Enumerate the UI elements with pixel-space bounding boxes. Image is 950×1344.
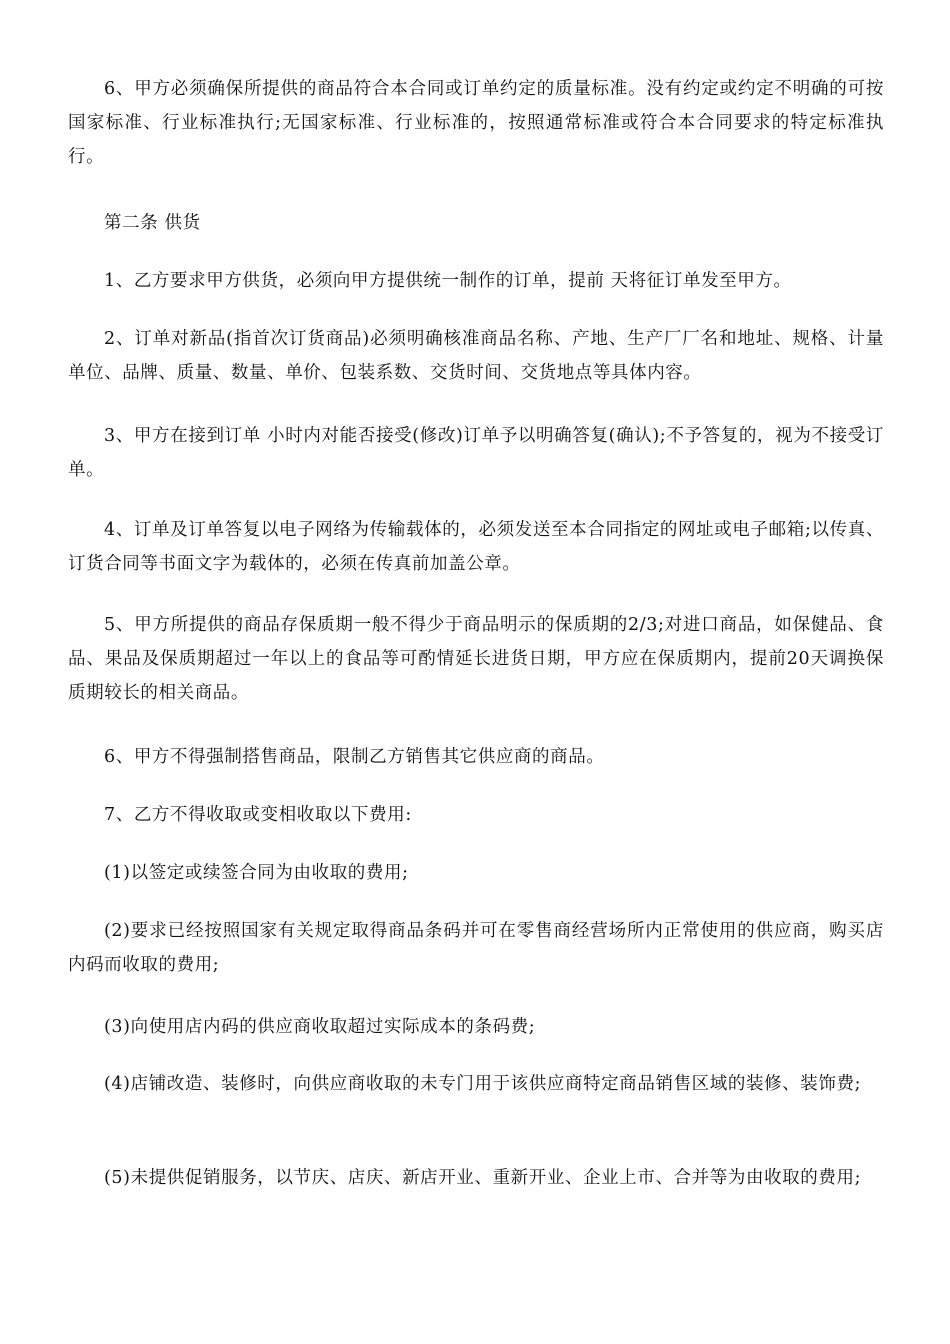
paragraph-shelf-life: 5、甲方所提供的商品存保质期一般不得少于商品明示的保质期的2/3;对进口商品，如保健品、食品、果品及保质期超过一年以上的食品等可酌情延长进货日期，甲方应在保质期内，提前20天调换保质期较长的相关商品。 xyxy=(68,615,884,703)
paragraph-order-submission: 1、乙方要求甲方供货，必须向甲方提供统一制作的订单，提前 天将征订单发至甲方。 xyxy=(104,271,792,291)
paragraph-new-product-order: 2、订单对新品(指首次订货商品)必须明确核准商品名称、产地、生产厂厂名和地址、规格、计量单位、品牌、质量、数量、单价、包装系数、交货时间、交货地点等具体内容。 xyxy=(68,329,884,383)
list-item-fee-4: (4)店铺改造、装修时，向供应商收取的未专门用于该供应商特定商品销售区域的装修、装饰费; xyxy=(104,1074,862,1094)
list-item-fee-1: (1)以签定或续签合同为由收取的费用; xyxy=(104,863,409,883)
paragraph-order-carrier: 4、订单及订单答复以电子网络为传输载体的，必须发送至本合同指定的网址或电子邮箱;以传真、订货合同等书面文字为载体的，必须在传真前加盖公章。 xyxy=(68,520,884,574)
paragraph-quality-standard: 6、甲方必须确保所提供的商品符合本合同或订单约定的质量标准。没有约定或约定不明确的可按国家标准、行业标准执行;无国家标准、行业标准的，按照通常标准或符合本合同要求的特定标准执行。 xyxy=(68,79,884,167)
list-item-fee-2: (2)要求已经按照国家有关规定取得商品条码并可在零售商经营场所内正常使用的供应商，购买店内码而收取的费用; xyxy=(68,921,884,975)
list-item-fee-3: (3)向使用店内码的供应商收取超过实际成本的条码费; xyxy=(104,1017,536,1037)
section-heading-supply: 第二条 供货 xyxy=(104,213,201,233)
paragraph-order-reply: 3、甲方在接到订单 小时内对能否接受(修改)订单予以明确答复(确认);不予答复的，视为不接受订单。 xyxy=(68,426,884,480)
paragraph-fee-prohibition: 7、乙方不得收取或变相收取以下费用: xyxy=(104,805,412,825)
paragraph-no-tied-sales: 6、甲方不得强制搭售商品，限制乙方销售其它供应商的商品。 xyxy=(104,747,605,767)
list-item-fee-5: (5)未提供促销服务，以节庆、店庆、新店开业、重新开业、企业上市、合并等为由收取的费用; xyxy=(104,1168,862,1188)
